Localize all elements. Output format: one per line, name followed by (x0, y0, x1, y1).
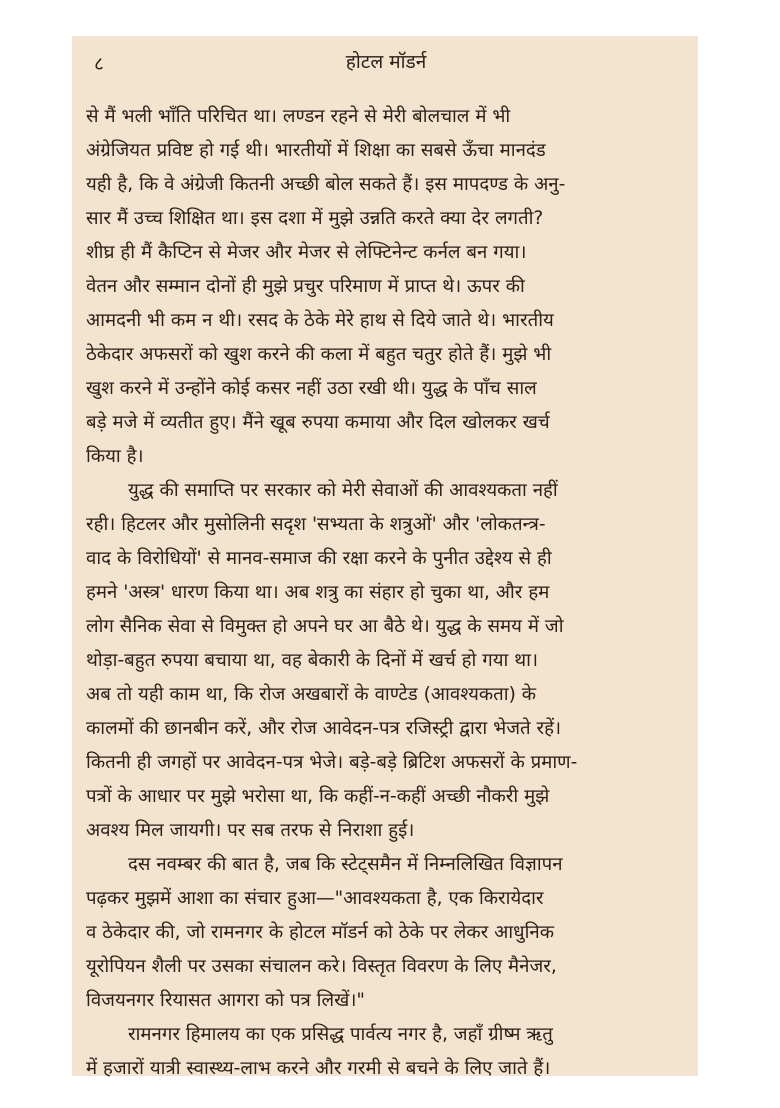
text-line: शीघ्र ही मैं कैप्टिन से मेजर और मेजर से लेफ्टिनेन्ट कर्नल बन गया। (86, 242, 527, 263)
text-line: ठेकेदार अफसरों को खुश करने की कला में बहुत चतुर होते हैं। मुझे भी (86, 344, 552, 365)
text-line: पढ़कर मुझमें आशा का संचार हुआ—"आवश्यकता है, एक किरायेदार (86, 888, 544, 909)
text-line: यूरोपियन शैली पर उसका संचालन करे। विस्तृत विवरण के लिए मैनेजर, (86, 956, 557, 977)
text-line: कालमों की छानबीन करें, और रोज आवेदन-पत्र रजिस्ट्री द्वारा भेजते रहें। (86, 718, 562, 739)
text-line: हमने 'अस्त्र' धारण किया था। अब शत्रु का संहार हो चुका था, और हम (86, 582, 550, 603)
text-line: में हजारों यात्री स्वास्थ्य-लाभ करने और गरमी से बचने के लिए जाते हैं। (86, 1058, 551, 1079)
book-page (72, 36, 698, 1079)
text-line: से मैं भली भाँति परिचित था। लण्डन रहने से मेरी बोलचाल में भी (86, 106, 511, 127)
page-number: ८ (94, 53, 104, 75)
text-line: वेतन और सम्मान दोनों ही मुझे प्रचुर परिमाण में प्राप्त थे। ऊपर की (86, 276, 525, 297)
text-line: अंग्रेजियत प्रविष्ट हो गई थी। भारतीयों में शिक्षा का सबसे ऊँचा मानदंड (86, 140, 546, 161)
page-header (86, 48, 686, 84)
paragraph-start-line: युद्ध की समाप्ति पर सरकार को मेरी सेवाओं की आवश्यकता नहीं (128, 480, 558, 501)
text-line: अवश्य मिल जायगी। पर सब तरफ से निराशा हुई। (86, 820, 415, 841)
text-line: कितनी ही जगहों पर आवेदन-पत्र भेजे। बड़े-बड़े ब्रिटिश अफसरों के प्रमाण- (86, 752, 578, 773)
paragraph-start-line: दस नवम्बर की बात है, जब कि स्टेट्समैन में निम्नलिखित विज्ञापन (128, 854, 563, 875)
text-line: अब तो यही काम था, कि रोज अखबारों के वाण्टेड (आवश्यकता) के (86, 684, 537, 705)
text-line: व ठेकेदार की, जो रामनगर के होटल मॉडर्न को ठेके पर लेकर आधुनिक (86, 922, 555, 943)
text-line: सार मैं उच्च शिक्षित था। इस दशा में मुझे उन्नति करते क्या देर लगती? (86, 208, 544, 229)
text-line: लोग सैनिक सेवा से विमुक्त हो अपने घर आ बैठे थे। युद्ध के समय में जो (86, 616, 564, 637)
text-line: थोड़ा-बहुत रुपया बचाया था, वह बेकारी के दिनों में खर्च हो गया था। (86, 650, 538, 671)
text-line: पत्रों के आधार पर मुझे भरोसा था, कि कहीं-न-कहीं अच्छी नौकरी मुझे (86, 786, 550, 807)
body-text (86, 100, 686, 1086)
running-title: होटल मॉडर्न (345, 51, 427, 73)
paragraph-start-line: रामनगर हिमालय का एक प्रसिद्ध पार्वत्य नगर है, जहाँ ग्रीष्म ऋतु (128, 1024, 553, 1045)
text-line: बड़े मजे में व्यतीत हुए। मैंने खूब रुपया कमाया और दिल खोलकर खर्च (86, 412, 550, 433)
text-line: विजयनगर रियासत आगरा को पत्र लिखें।" (86, 990, 365, 1011)
text-line: यही है, कि वे अंग्रेजी कितनी अच्छी बोल सकते हैं। इस मापदण्ड के अनु- (86, 174, 566, 195)
text-line: आमदनी भी कम न थी। रसद के ठेके मेरे हाथ से दिये जाते थे। भारतीय (86, 310, 554, 331)
text-line: किया है। (86, 446, 144, 467)
text-line: खुश करने में उन्होंने कोई कसर नहीं उठा रखी थी। युद्ध के पाँच साल (86, 378, 537, 399)
text-line: वाद के विरोधियों' से मानव-समाज की रक्षा करने के पुनीत उद्देश्य से ही (86, 548, 552, 569)
text-line: रही। हिटलर और मुसोलिनी सदृश 'सभ्यता के शत्रुओं' और 'लोकतन्त्र- (86, 514, 546, 535)
